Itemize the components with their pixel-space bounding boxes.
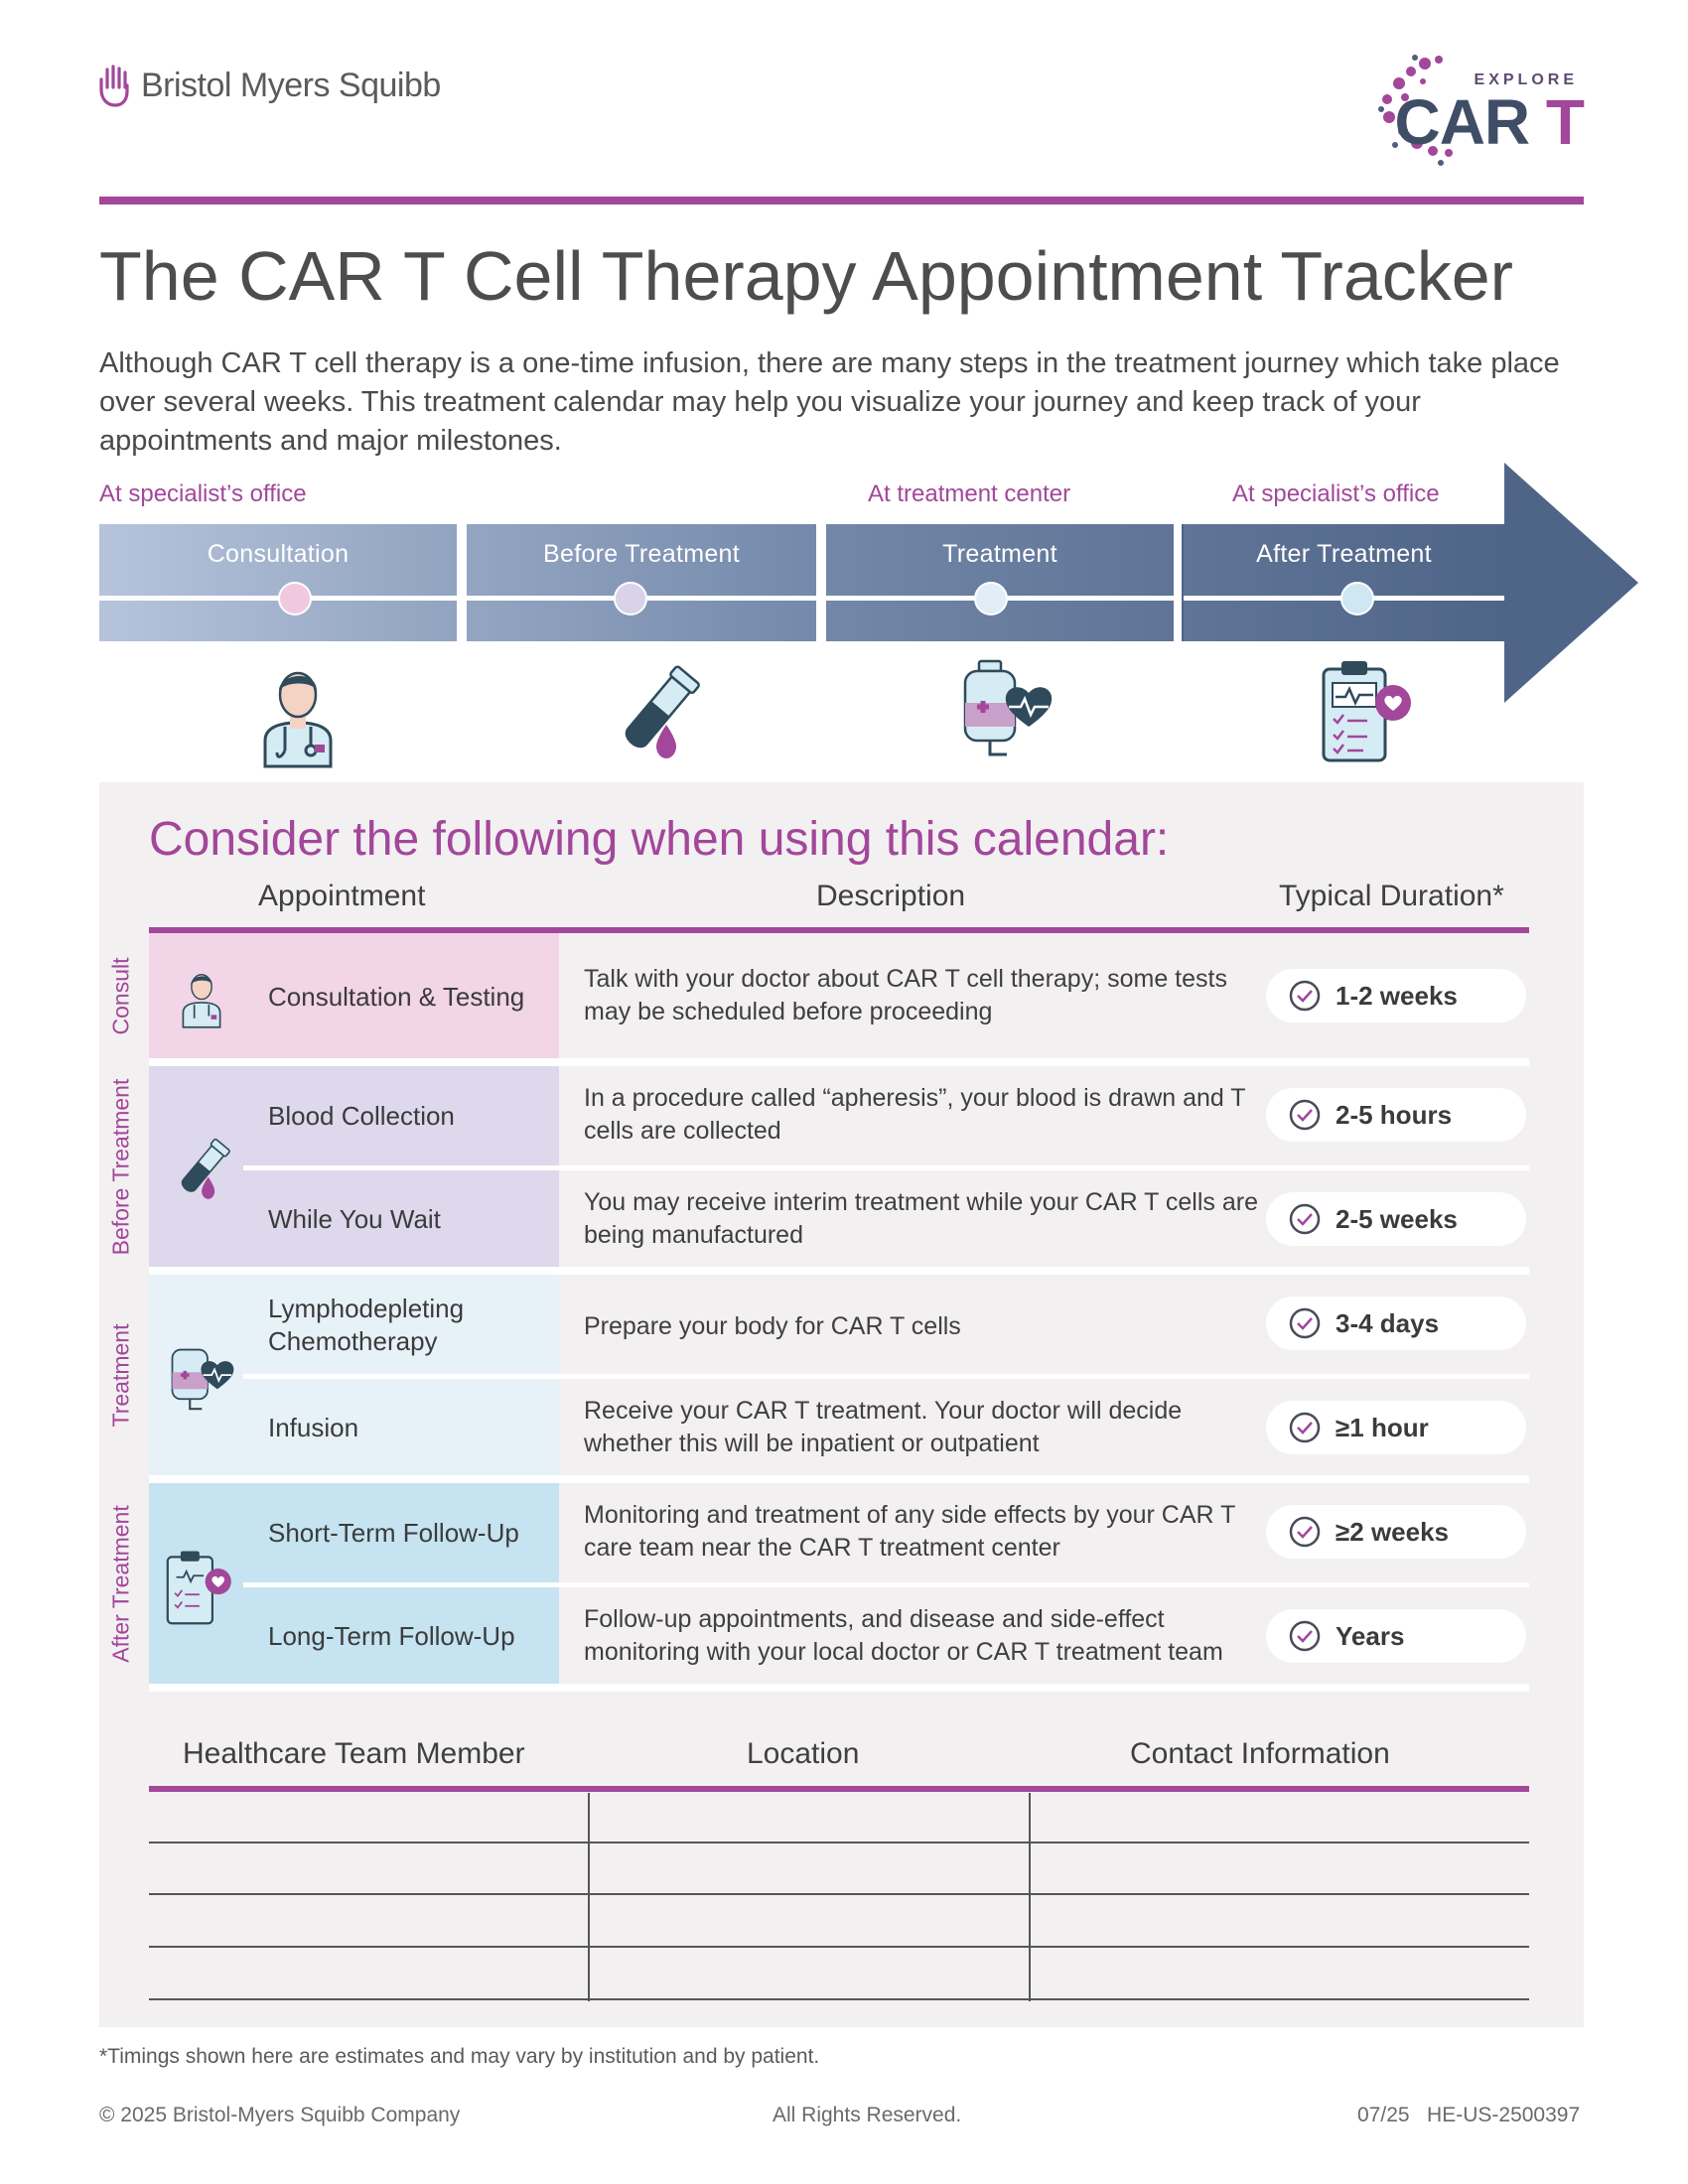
contact-header-rule: [149, 1786, 1529, 1792]
group-label-consult: Consult: [107, 957, 134, 1035]
doctor-icon: [171, 955, 232, 1038]
footer-copyright: © 2025 Bristol-Myers Squibb Company: [99, 2104, 461, 2126]
page-title: The CAR T Cell Therapy Appointment Tracker: [99, 237, 1513, 315]
footer-rights: All Rights Reserved.: [773, 2104, 962, 2126]
group-label-after-treatment: After Treatment: [107, 1505, 134, 1663]
appointment-name: Lymphodepleting Chemotherapy: [268, 1294, 465, 1356]
clock-icon: [1288, 1619, 1322, 1653]
stage-dot-treatment: [974, 582, 1008, 615]
bristol-myers-squibb-logo: [97, 64, 441, 107]
test-tube-icon: [601, 655, 710, 769]
duration-pill: [1266, 1505, 1526, 1559]
stage-location-treatment: At treatment center: [868, 480, 1071, 507]
footnote: *Timings shown here are estimates and may vary by institution and by patient.: [99, 2045, 820, 2068]
stage-band-consultation: [99, 524, 457, 641]
iv-bag-heart-icon: [164, 1338, 241, 1420]
doctor-icon: [243, 655, 352, 769]
header-divider: [99, 197, 1584, 205]
stage-label-consultation: Consultation: [207, 540, 350, 568]
row-separator: [149, 1684, 1529, 1692]
duration-value: 1-2 weeks: [1336, 980, 1458, 1011]
stage-location-consultation: At specialist’s office: [99, 480, 307, 507]
contact-rows[interactable]: [149, 1793, 1529, 1999]
brand-logo-top-text: EXPLORE: [1474, 71, 1578, 88]
row-separator: [149, 1267, 1529, 1275]
brand-logo-main-text: [1394, 85, 1584, 159]
hand-logo-icon: [97, 64, 131, 107]
stage-band-treatment: [826, 524, 1174, 641]
contact-column-member: Healthcare Team Member: [183, 1737, 525, 1770]
stage-label-after-treatment: After Treatment: [1256, 540, 1432, 568]
appointment-description: You may receive interim treatment while your CAR T cells are being manufactured: [584, 1188, 1258, 1249]
duration-pill: [1266, 1088, 1526, 1142]
test-tube-icon: [164, 1132, 238, 1206]
row-separator: [149, 1475, 1529, 1483]
clock-icon: [1288, 1202, 1322, 1236]
intro-paragraph: Although CAR T cell therapy is a one-time infusion, there are many steps in the treatment journey which take place over several weeks. This treatment calendar may help you visualize your journey and keep track of your appointments and major milestones.: [99, 347, 1560, 457]
brand-logo-t: T: [1545, 86, 1584, 158]
company-logo-text: Bristol Myers Squibb: [141, 66, 441, 104]
duration-value: 2-5 weeks: [1336, 1203, 1458, 1234]
group-label-before-treatment: Before Treatment: [107, 1078, 134, 1256]
duration-value: 3-4 days: [1336, 1307, 1440, 1338]
row-separator: [243, 1374, 1529, 1379]
appointment-description: In a procedure called “apheresis”, your blood is drawn and T cells are collected: [584, 1084, 1246, 1145]
appointment-name: While You Wait: [268, 1204, 441, 1234]
column-header-duration: Typical Duration*: [1279, 880, 1504, 912]
duration-value: ≥2 weeks: [1336, 1516, 1450, 1547]
column-header-description: Description: [816, 880, 966, 912]
duration-pill: [1266, 1192, 1526, 1246]
clipboard-heart-icon: [162, 1547, 241, 1630]
duration-value: 2-5 hours: [1336, 1099, 1453, 1130]
contact-column-location: Location: [747, 1737, 860, 1770]
stage-location-after-treatment: At specialist’s office: [1232, 480, 1440, 507]
row-separator: [243, 1582, 1529, 1587]
explore-car-t-logo: [1375, 52, 1584, 166]
appointment-name: Short-Term Follow-Up: [268, 1518, 519, 1548]
clock-icon: [1288, 1098, 1322, 1132]
clock-icon: [1288, 1515, 1322, 1549]
appointment-description: Talk with your doctor about CAR T cell therapy; some tests may be scheduled before proceeding: [584, 965, 1227, 1025]
duration-pill: [1266, 969, 1526, 1023]
iv-bag-heart-icon: [953, 655, 1062, 769]
appointment-description: Monitoring and treatment of any side effects by your CAR T care team near the CAR T treatment center: [584, 1501, 1235, 1562]
appointment-description: Prepare your body for CAR T cells: [584, 1312, 961, 1340]
contact-column-contact: Contact Information: [1130, 1737, 1390, 1770]
duration-pill: [1266, 1401, 1526, 1454]
appointment-description: Follow-up appointments, and disease and side-effect monitoring with your local doctor or CAR T treatment team: [584, 1605, 1223, 1666]
duration-pill: [1266, 1297, 1526, 1350]
stage-label-before-treatment: Before Treatment: [543, 540, 740, 568]
duration-pill: [1266, 1609, 1526, 1663]
clipboard-heart-icon: [1316, 655, 1425, 769]
appointment-name: Blood Collection: [268, 1101, 455, 1131]
calendar-heading: Consider the following when using this calendar:: [149, 813, 1170, 866]
duration-value: Years: [1336, 1620, 1405, 1651]
stage-label-treatment: Treatment: [942, 540, 1057, 568]
footer-code: 07/25 HE-US-2500397: [1357, 2104, 1581, 2126]
clock-icon: [1288, 979, 1322, 1013]
stage-dot-consultation: [278, 582, 312, 615]
row-separator: [149, 1058, 1529, 1066]
clock-icon: [1288, 1411, 1322, 1444]
row-separator: [243, 1165, 1529, 1170]
column-header-appointment: Appointment: [258, 880, 426, 912]
appointment-description: Receive your CAR T treatment. Your doctor will decide whether this will be inpatient or outpatient: [584, 1397, 1183, 1457]
stage-dot-before-treatment: [614, 582, 647, 615]
stage-dot-after-treatment: [1340, 582, 1374, 615]
clock-icon: [1288, 1306, 1322, 1340]
appointment-name: Infusion: [268, 1413, 359, 1442]
stage-band-after-treatment: [1184, 524, 1504, 641]
stage-band-before-treatment: [467, 524, 816, 641]
brand-logo-car: CAR: [1394, 86, 1530, 158]
appointment-name: Long-Term Follow-Up: [268, 1621, 515, 1651]
group-label-treatment: Treatment: [107, 1323, 134, 1428]
appointment-name: Consultation & Testing: [268, 982, 525, 1012]
duration-value: ≥1 hour: [1336, 1412, 1429, 1442]
